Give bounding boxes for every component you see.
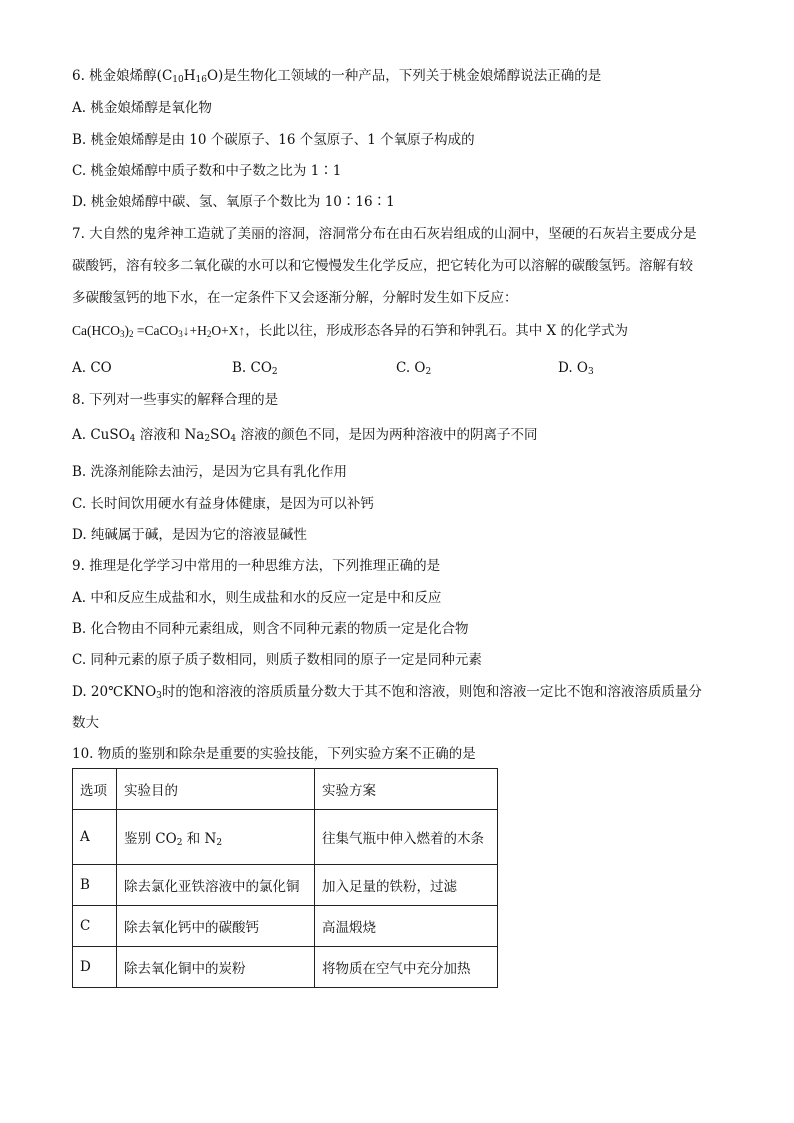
table-header-row (73, 769, 498, 810)
q9-option-d-cont: 数大 (72, 715, 99, 731)
q6-option-b: B. 桃金娘烯醇是由 10 个碳原子、16 个氢原子、1 个氧原子构成的 (72, 132, 475, 148)
row-plan: 高温煅烧 (315, 906, 498, 947)
q10-experiment-table (72, 768, 498, 988)
q6-stem: 6. 桃金娘烯醇$(C_{10}H_{16}O)$是生物化工领域的一种产品，下列关于桃金娘烯醇说法正确的是 (72, 68, 602, 85)
row-aim: 除去氧化钙中的碳酸钙 (117, 906, 315, 947)
q7-stem-tail: ，长此以往，形成形态各异的石笋和钟乳石。其中 X 的化学式为 (245, 323, 628, 339)
q9-stem: 9. 推理是化学学习中常用的一种思维方法，下列推理正确的是 (72, 558, 441, 574)
row-option: D (73, 947, 117, 988)
q9-option-a: A. 中和反应生成盐和水，则生成盐和水的反应一定是中和反应 (72, 590, 442, 606)
q9-option-b: B. 化合物由不同种元素组成，则含不同种元素的物质一定是化合物 (72, 621, 469, 637)
q7-option-b: B. $CO_2$ (232, 360, 278, 377)
q7-stem-line-1: 7. 大自然的鬼斧神工造就了美丽的溶洞，溶洞常分布在由石灰岩组成的山洞中，坚硬的石灰岩主要成分是 (72, 226, 697, 242)
q7-stem-line-3: 多碳酸氢钙的地下水，在一定条件下又会逐渐分解，分解时发生如下反应： (72, 290, 518, 306)
q6-option-c: C. 桃金娘烯醇中质子数和中子数之比为 1∶1 (72, 163, 342, 179)
q8-option-c: C. 长时间饮用硬水有益身体健康，是因为可以补钙 (72, 496, 374, 512)
row-option: A (73, 810, 117, 865)
table-row (73, 906, 498, 947)
table-row (73, 810, 498, 865)
q7-option-a: A. CO (72, 360, 112, 376)
q6-option-d: D. 桃金娘烯醇中碳、氢、氧原子个数比为 10∶16∶1 (72, 194, 395, 210)
row-aim: 除去氧化铜中的炭粉 (117, 947, 315, 988)
row-plan: 往集气瓶中伸入燃着的木条 (315, 810, 498, 865)
q9-option-d: D. $20℃KNO_3$时的饱和溶液的溶质质量分数大于其不饱和溶液，则饱和溶液一定比不饱和溶液溶质质量分 (72, 684, 702, 701)
row-plan: 将物质在空气中充分加热 (315, 947, 498, 988)
table-row (73, 865, 498, 906)
q8-option-b: B. 洗涤剂能除去油污，是因为它具有乳化作用 (72, 464, 348, 480)
row-aim: 除去氯化亚铁溶液中的氯化铜 (117, 865, 315, 906)
q8-option-d: D. 纯碱属于碱，是因为它的溶液显碱性 (72, 527, 307, 543)
q6-option-a: A. 桃金娘烯醇是氧化物 (72, 100, 212, 116)
q7-reaction-equation (72, 320, 722, 342)
header-aim: 实验目的 (117, 769, 315, 810)
q7-stem-line-2: 碳酸钙，溶有较多二氧化碳的水可以和它慢慢发生化学反应，把它转化为可以溶解的碳酸氢钙。溶解有较 (72, 258, 693, 274)
header-option: 选项 (73, 769, 117, 810)
q8-option-a: A. CuSO$_4$ 溶液和 $Na_2SO_4$ 溶液的颜色不同，是因为两种溶液中的阴离子不同 (72, 427, 538, 444)
q10-stem: 10. 物质的鉴别和除杂是重要的实验技能，下列实验方案不正确的是 (72, 746, 476, 762)
header-plan: 实验方案 (315, 769, 498, 810)
row-plan: 加入足量的铁粉，过滤 (315, 865, 498, 906)
q7-option-d: D. $O_3$ (558, 360, 594, 377)
q8-stem: 8. 下列对一些事实的解释合理的是 (72, 392, 279, 408)
chemical-formula: $Ca(HCO_3)_2$ $=CaCO_3↓+H_2O+X↑$ (72, 323, 246, 339)
row-aim: 鉴别 $CO_2$ 和 $N_2$ (117, 810, 315, 865)
q7-option-c: C. $O_2$ (396, 360, 432, 377)
q9-option-c: C. 同种元素的原子质子数相同，则质子数相同的原子一定是同种元素 (72, 652, 482, 668)
table-row (73, 947, 498, 988)
row-option: B (73, 865, 117, 906)
row-option: C (73, 906, 117, 947)
